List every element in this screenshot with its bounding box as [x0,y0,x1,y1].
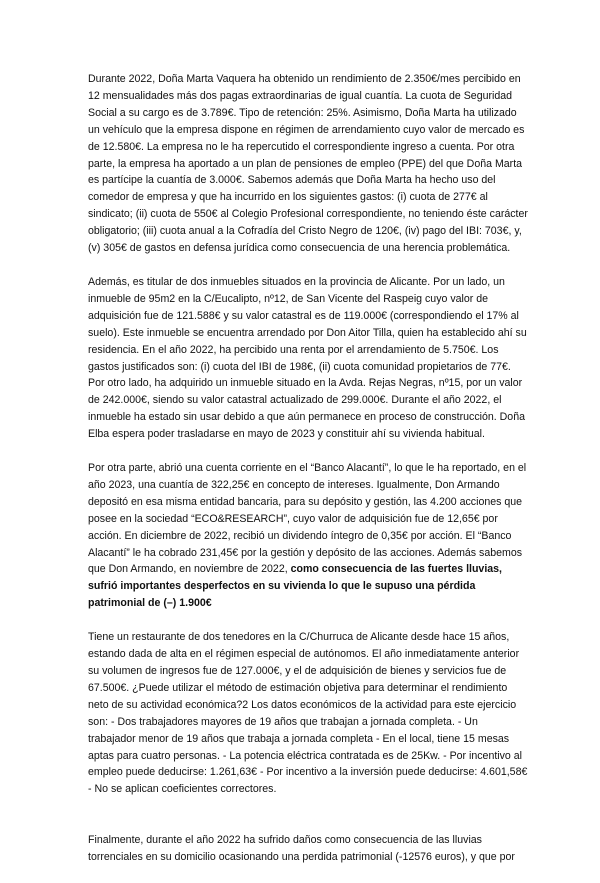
paragraph-restaurant-activity: Tiene un restaurante de dos tenedores en la C/Churruca de Alicante desde hace 15 años, estando dada de alta en el régimen especial de autónomos. El año inmediatamente anterior su volumen de ingresos fue de 127.000€, y el de adquisición de bienes y servicios fue de 67.500€. ¿Puede utilizar el método de estimación objetiva para determinar el rendimiento neto de su actividad económica?2 Los datos económicos de la actividad para este ejercicio son: - Dos trabajadores mayores de 19 años que trabajan a jornada completa. - Un trabajador menor de 19 años que trabaja a jornada completa - En el local, tiene 15 mesas aptas para cuatro personas. - La potencia eléctrica contratada es de 25Kw. - Por incentivo al empleo puede deducirse: 1.261,63€ - Por incentivo a la inversión puede deducirse: 4.601,58€ - No se aplican coeficientes correctores. [88,631,528,796]
document-body [88,71,528,883]
paragraph-bank-and-shares [88,460,528,612]
paragraph-final: Finalmente, durante el año 2022 ha sufrido daños como consecuencia de las lluvias torrenciales en su domicilio ocasionando una perdida patrimonial (-12576 euros), y que por [88,834,515,864]
paragraph-employment-income: Durante 2022, Doña Marta Vaquera ha obtenido un rendimiento de 2.350€/mes percibido en 12 mensualidades más dos pagas extraordinarias de igual cuantía. La cuota de Seguridad Social a su cargo es de 3.789€. Tipo de retención: 25%. Asimismo, Doña Marta ha utilizado un vehículo que la empresa dispone en régimen de arrendamiento cuyo valor de mercado es de 12.580€. La empresa no le ha repercutido el correspondiente ingreso a cuenta. Por otra parte, la empresa ha aportado a un plan de pensiones de empleo (PPE) del que Doña Marta es partícipe la cuantía de 3.000€. Sabemos además que Doña Marta ha hecho uso del comedor de empresa y que ha incurrido en los siguientes gastos: (i) cuota de 277€ al sindicato; (ii) cuota de 550€ al Colegio Profesional correspondiente, no teniendo éste carácter obligatorio; (iii) cuota anual a la Cofradía del Cristo Negro de 120€, (iv) pago del IBI: 703€, y, (v) 305€ de gastos en defensa jurídica como consecuencia de una herencia problemática. [88,73,528,255]
paragraph-bank-and-shares-bold: como consecuencia de las fuertes lluvias, sufrió importantes desperfectos en su vivienda lo que le supuso una pérdida patrimonial de (–) 1.900€ [88,563,502,610]
paragraph-bank-and-shares-text: Por otra parte, abrió una cuenta corriente en el “Banco Alacantí”, lo que le ha reportado, en el año 2023, una cuantía de 322,25€ en concepto de intereses. Igualmente, Don Armando depositó en esa misma entidad bancaria, para su depósito y gestión, las 4.200 acciones que posee en la sociedad “ECO&RESEARCH”, cuyo valor de adquisición fue de 12,65€ por acción. En diciembre de 2022, recibió un dividendo íntegro de 0,35€ por acción. El “Banco Alacantí” le ha cobrado 231,45€ por la gestión y depósito de las acciones. Además sabemos que Don Armando, en noviembre de 2022, [88,462,527,576]
paragraph-real-estate: Además, es titular de dos inmuebles situados en la provincia de Alicante. Por un lado, un inmueble de 95m2 en la C/Eucalipto, nº12, de San Vicente del Raspeig cuyo valor de adquisición fue de 121.588€ y su valor catastral es de 119.000€ (correspondiendo el 17% al suelo). Este inmueble se encuentra arrendado por Don Aitor Tilla, quien ha establecido ahí su residencia. En el año 2022, ha percibido una renta por el arrendamiento de 5.750€. Los gastos justificados son: (i) cuota del IBI de 198€, (ii) cuota comunidad propietarios de 77€. Por otro lado, ha adquirido un inmueble situado en la Avda. Rejas Negras, nº15, por un valor de 242.000€, siendo su valor catastral actualizado de 299.000€. Durante el año 2022, el inmueble ha estado sin usar debido a que aún permanece en proceso de construcción. Doña Elba espera poder trasladarse en mayo de 2023 y constituir ahí su vivienda habitual. [88,275,527,441]
